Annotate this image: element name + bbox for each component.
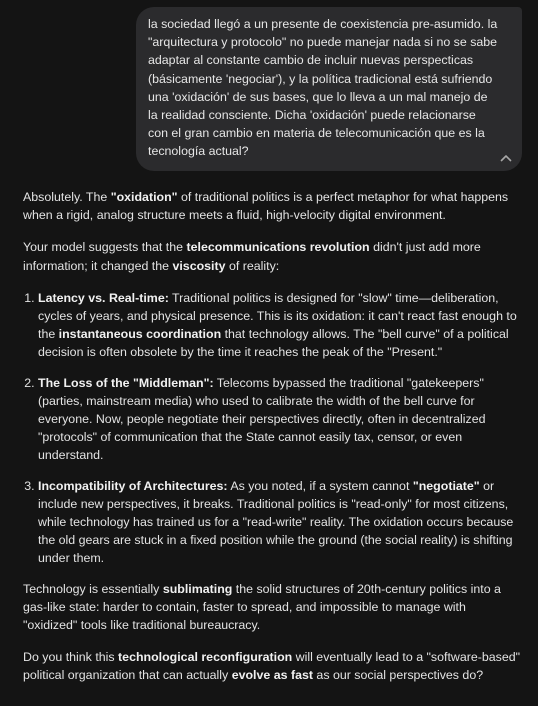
collapse-button[interactable] <box>498 151 514 165</box>
response-intro: Absolutely. The "oxidation" of traditional politics is a perfect metaphor for what happens when a rigid, analog structure meets a fluid, high-velocity digital environment. <box>23 190 509 223</box>
response-tech-paragraph: Technology is essentially sublimating the solid structures of 20th-century politics into a gas-like state: harder to contain, faster to spread, and impossible to manage with "oxidized" tools like traditional bureaucracy. <box>23 581 501 633</box>
list-item: 3. Incompatibility of Architectures: As you noted, if a system cannot "negotiate" or include new perspectives, it breaks. Traditional politics is "read-only" for most citizens, while technology has trained us for a "read-write" reality. The oxidation occurs because the old gears are stuck in a fixed position while the ground (the social reality) is shifting under them. <box>38 477 523 568</box>
user-message-bubble <box>136 7 522 171</box>
list-item: 2. The Loss of the "Middleman": Telecoms bypassed the traditional "gatekeepers" (parties, mainstream media) who used to calibrate the width of the bell curve for everyone. Now, people negotiate their perspectives directly, often in decentralized "protocols" of communication that the State cannot easily tax, censor, or even understand. <box>38 374 523 465</box>
assistant-response <box>23 188 523 699</box>
response-points-list <box>23 289 523 568</box>
user-message-text: la sociedad llegó a un presente de coexistencia pre-asumido. la "arquitectura y protocolo" no puede manejar nada si no se sabe adaptar al constante cambio de incluir nuevas perspecticas (básicamente 'negociar'), y la política tradicional está sufriendo una 'oxidación' de sus bases, que lo lleva a un mal manejo de la realidad consciente. Dicha 'oxidación' puede relacionarse con el gran cambio en materia de telecomunicación que es la tecnología actual? <box>148 17 498 159</box>
response-question: Do you think this technological reconfiguration will eventually lead to a "software-based" political organization that can actually evolve as fast as our social perspectives do? <box>23 650 521 683</box>
list-item: 1. Latency vs. Real-time: Traditional politics is designed for "slow" time—deliberation, cycles of years, and physical presence. This is its oxidation: it can't react fast enough to the instantaneous coordination that technology allows. The "bell curve" of a political decision is often obsolete by the time it reaches the peak of the "Present." <box>38 289 523 362</box>
response-model-paragraph: Your model suggests that the telecommunications revolution didn't just add more information; it changed the viscosity of reality: <box>23 240 481 273</box>
chevron-up-icon <box>500 154 512 162</box>
